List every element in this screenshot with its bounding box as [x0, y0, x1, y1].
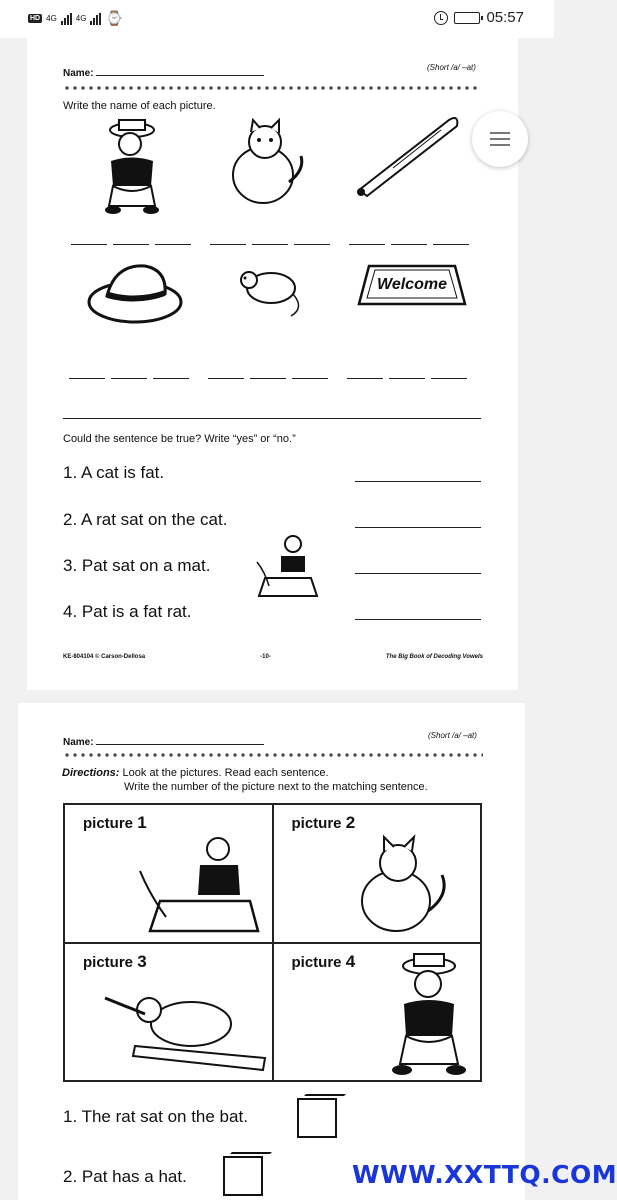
- fat-cat-art: [324, 835, 474, 935]
- name-label-2: Name:: [63, 737, 94, 748]
- picture-cell-1: [64, 804, 273, 943]
- status-bar: [0, 0, 554, 38]
- pat-rat-mat-art: [115, 835, 265, 935]
- answer-line-4: [355, 619, 481, 620]
- picture-word: picture: [83, 815, 134, 832]
- sentence-3: 3. Pat sat on a mat.: [63, 556, 211, 575]
- worksheet-page-1: [27, 38, 518, 690]
- picture-cell-2: [273, 804, 482, 943]
- menu-icon-bar: [490, 132, 510, 134]
- alarm-icon: [434, 11, 448, 25]
- sentence-4: 4. Pat is a fat rat.: [63, 602, 192, 621]
- menu-icon-bar: [490, 138, 510, 140]
- name-label: Name:: [63, 68, 94, 79]
- answer-blanks-2: [210, 244, 330, 245]
- mat-text: Welcome: [377, 276, 447, 293]
- answer-blanks-6: [347, 378, 467, 379]
- baseball-bat-picture: [353, 110, 463, 200]
- name-line: [96, 75, 264, 76]
- picture-cell-4: [273, 943, 482, 1082]
- picture-word: picture: [291, 815, 342, 832]
- signal-icon-2: [90, 13, 101, 25]
- answer-box-1[interactable]: [297, 1098, 337, 1138]
- instruction: Write the name of each picture.: [63, 100, 216, 112]
- network-type-2: 4G: [75, 14, 87, 23]
- answer-blanks-3: [349, 244, 469, 245]
- name-row: [63, 68, 264, 79]
- picture-word: picture: [291, 953, 342, 971]
- directions-line-1: [62, 767, 329, 779]
- watermark: WWW.XXTTQ.COM: [352, 1160, 617, 1189]
- wavy-divider: [63, 84, 481, 92]
- answer-blanks-1: [71, 244, 191, 245]
- pat-on-mat-picture: [251, 532, 321, 602]
- fat-cat-picture: [227, 120, 307, 210]
- worksheet-page-2: [18, 703, 525, 1200]
- picture-word: picture: [83, 953, 134, 971]
- wavy-divider-2: [63, 751, 483, 759]
- footer-page: -10-: [260, 654, 271, 660]
- answer-blanks-4: [69, 378, 189, 379]
- picture-label-4: [292, 952, 356, 972]
- picture-number: 4: [345, 951, 356, 971]
- picture-label-3: [83, 952, 147, 972]
- menu-icon-bar: [490, 144, 510, 146]
- section-divider: [63, 418, 481, 419]
- menu-button[interactable]: [472, 111, 528, 167]
- footer-left: KE-804104 © Carson-Dellosa: [63, 654, 146, 660]
- boy-with-hat-art: [384, 952, 474, 1082]
- hd-badge: HD: [30, 15, 41, 22]
- answer-line-2: [355, 527, 481, 528]
- status-left: [28, 10, 123, 27]
- wifi-icon: ⌚: [105, 10, 123, 26]
- directions-line-2: Write the number of the picture next to the matching sentence.: [124, 781, 428, 793]
- answer-box-2[interactable]: [223, 1156, 263, 1196]
- match-sentence-1: 1. The rat sat on the bat.: [63, 1107, 248, 1126]
- picture-number: 2: [345, 813, 356, 832]
- picture-number: 1: [137, 813, 147, 832]
- picture-number: 3: [137, 951, 147, 971]
- directions-text-1: Look at the pictures. Read each sentence.: [122, 767, 329, 779]
- phonics-tag: (Short /a/ –at): [427, 63, 476, 72]
- battery-icon: [454, 12, 480, 24]
- sentence-1: 1. A cat is fat.: [63, 463, 165, 482]
- answer-line-3: [355, 573, 481, 574]
- name-line-2: [96, 744, 264, 745]
- name-row-2: [63, 737, 264, 748]
- footer-title: The Big Book of Decoding Vowels: [385, 654, 483, 660]
- hat-picture: [85, 256, 185, 328]
- phonics-tag-2: (Short /a/ –at): [428, 731, 477, 740]
- question-instruction: Could the sentence be true? Write “yes” or “no.”: [63, 433, 296, 445]
- network-type-1: 4G: [46, 14, 57, 23]
- welcome-mat-picture: [357, 262, 467, 308]
- picture-cell-3: [64, 943, 273, 1082]
- picture-label-2: [292, 813, 356, 833]
- answer-blanks-5: [208, 378, 328, 379]
- rat-on-bat-art: [115, 974, 265, 1074]
- directions-label: Directions:: [62, 767, 120, 779]
- clock: 05:57: [486, 9, 524, 26]
- picture-grid: [63, 803, 482, 1082]
- match-sentence-2: 2. Pat has a hat.: [63, 1167, 187, 1186]
- picture-label-1: [83, 813, 147, 833]
- rat-picture: [231, 258, 311, 323]
- signal-icon: [61, 13, 72, 25]
- answer-line-1: [355, 481, 481, 482]
- boy-with-hat-picture: [97, 116, 167, 216]
- status-right: [434, 9, 524, 26]
- sentence-2: 2. A rat sat on the cat.: [63, 510, 228, 529]
- page-footer: [63, 654, 483, 660]
